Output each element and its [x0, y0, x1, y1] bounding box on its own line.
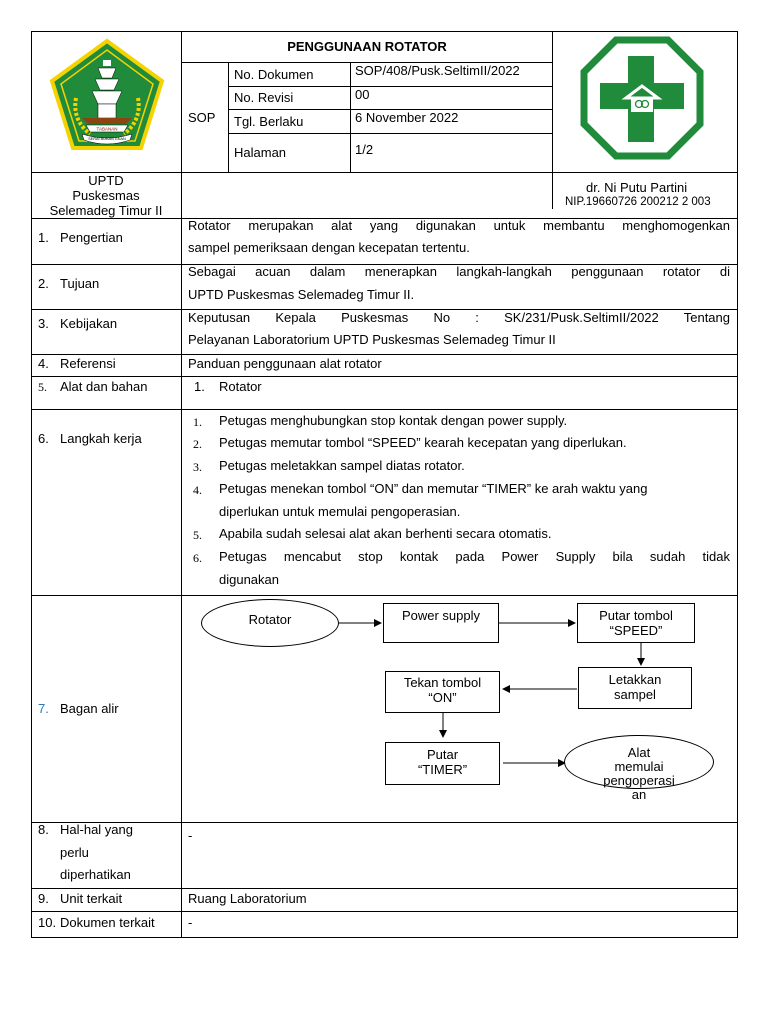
flow-putar-timer — [385, 742, 500, 785]
flow-rotator-label: Rotator — [248, 612, 292, 627]
section-5-number: 5. — [38, 380, 47, 394]
section-10-number: 10. — [38, 915, 57, 930]
emblem-motto-text: SERAI BUKAN GNAN — [88, 137, 126, 141]
section-5-item: Rotator — [219, 379, 262, 394]
puskesmas-logo — [580, 36, 704, 160]
section-8-label-line-1: Hal-hal yang — [60, 822, 133, 837]
section-6-label: Langkah kerja — [60, 431, 142, 446]
org-line-2: Puskesmas — [72, 188, 140, 203]
section-8-number: 8. — [38, 822, 49, 837]
section-6-number: 6. — [38, 431, 49, 446]
flow-putar-speed — [577, 603, 695, 643]
section-5-label: Alat dan bahan — [60, 379, 148, 394]
emblem-name-text: TABANAN — [96, 126, 118, 132]
doc-number-value: SOP/408/Pusk.SeltimII/2022 — [355, 63, 520, 78]
flow-power-label: Power supply — [401, 608, 481, 623]
section-4-label: Referensi — [60, 356, 116, 371]
step-3-text: Petugas meletakkan sampel diatas rotator. — [219, 458, 465, 473]
step-5-number: 5. — [193, 528, 202, 542]
section-3-line-1: Keputusan Kepala Puskesmas No : SK/231/Pusk.SeltimII/2022 Tentang — [188, 310, 730, 325]
flow-power-supply — [383, 603, 499, 643]
flow-end-line-4: an — [631, 787, 647, 802]
revision-label: No. Revisi — [234, 90, 294, 105]
org-line-1: UPTD — [88, 173, 124, 188]
flow-timer-line-1: Putar — [426, 747, 459, 762]
document-title: PENGGUNAAN ROTATOR — [287, 39, 447, 54]
section-1-line-2: sampel pemeriksaan dengan kecepatan tertentu. — [188, 240, 470, 255]
section-4-text: Panduan penggunaan alat rotator — [188, 356, 382, 371]
section-9-label: Unit terkait — [60, 891, 123, 906]
section-8-label-line-3: diperhatikan — [60, 867, 131, 882]
flow-end-line-1: Alat — [627, 745, 651, 760]
section-4-number: 4. — [38, 356, 49, 371]
flow-timer-line-2: “TIMER” — [417, 762, 468, 777]
section-5-item-number: 1. — [194, 379, 205, 394]
flow-end-line-2: memulai — [614, 759, 664, 774]
revision-value: 00 — [355, 87, 370, 102]
step-3-number: 3. — [193, 460, 202, 474]
step-5-text: Apabila sudah selesai alat akan berhenti secara otomatis. — [219, 526, 552, 541]
flow-letakkan-sampel — [578, 667, 692, 709]
section-2-line-1: Sebagai acuan dalam menerapkan langkah-langkah penggunaan rotator di — [188, 264, 730, 279]
flow-on-line-1: Tekan tombol — [403, 675, 482, 690]
flow-alat-memulai-end — [564, 735, 714, 802]
effective-date-label: Tgl. Berlaku — [234, 114, 304, 129]
effective-date-value: 6 November 2022 — [355, 110, 459, 125]
step-4-text: Petugas menekan tombol “ON” dan memutar “TIMER” ke arah waktu yang — [219, 481, 648, 496]
section-8-label-line-2: perlu — [60, 845, 89, 860]
signer-name: dr. Ni Putu Partini — [586, 180, 688, 195]
flow-letakkan-line-2: sampel — [614, 687, 656, 702]
section-2-label: Tujuan — [60, 276, 100, 291]
section-10-label: Dokumen terkait — [60, 915, 155, 930]
section-3-label: Kebijakan — [60, 316, 118, 331]
sop-label: SOP — [188, 110, 216, 125]
flow-end-line-3: pengoperasi — [603, 773, 675, 788]
section-9-number: 9. — [38, 891, 49, 906]
section-3-number: 3. — [38, 316, 49, 331]
flow-rotator-start — [201, 599, 339, 647]
step-6-number: 6. — [193, 551, 202, 565]
section-9-text: Ruang Laboratorium — [188, 891, 307, 906]
section-1-line-1: Rotator merupakan alat yang digunakan untuk membantu menghomogenkan — [188, 218, 730, 233]
step-1-text: Petugas menghubungkan stop kontak dengan power supply. — [219, 413, 568, 428]
section-2-line-2: UPTD Puskesmas Selemadeg Timur II. — [188, 287, 415, 302]
section-2-number: 2. — [38, 276, 49, 291]
step-4-text-cont: diperlukan untuk memulai pengoperasian. — [219, 504, 461, 519]
flow-speed-line-2: “SPEED” — [609, 623, 663, 638]
step-4-number: 4. — [193, 483, 202, 497]
section-8-text: - — [188, 828, 193, 843]
tabanan-emblem-logo — [48, 38, 166, 156]
step-6-text-cont: digunakan — [219, 572, 279, 587]
flow-letakkan-line-1: Letakkan — [608, 672, 662, 687]
signer-nip: NIP.19660726 200212 2 003 — [565, 196, 711, 208]
section-3-line-2: Pelayanan Laboratorium UPTD Puskesmas Selemadeg Timur II — [188, 332, 556, 347]
step-6-text: Petugas mencabut stop kontak pada Power Supply bila sudah tidak — [219, 549, 730, 564]
section-1-number: 1. — [38, 230, 49, 245]
step-2-number: 2. — [193, 437, 202, 451]
section-1-label: Pengertian — [60, 230, 123, 245]
section-10-text: - — [188, 915, 193, 930]
page-value: 1/2 — [355, 142, 374, 157]
flow-tekan-on — [385, 671, 500, 713]
flow-on-line-2: “ON” — [428, 690, 457, 705]
doc-number-label: No. Dokumen — [234, 67, 314, 82]
step-2-text: Petugas memutar tombol “SPEED” kearah kecepatan yang diperlukan. — [219, 435, 627, 450]
org-line-3: Selemadeg Timur II — [49, 203, 163, 218]
step-1-number: 1. — [193, 415, 202, 429]
section-7-label: Bagan alir — [60, 701, 119, 716]
page-label: Halaman — [234, 145, 287, 160]
flow-speed-line-1: Putar tombol — [599, 608, 673, 623]
section-7-number: 7. — [38, 701, 49, 716]
